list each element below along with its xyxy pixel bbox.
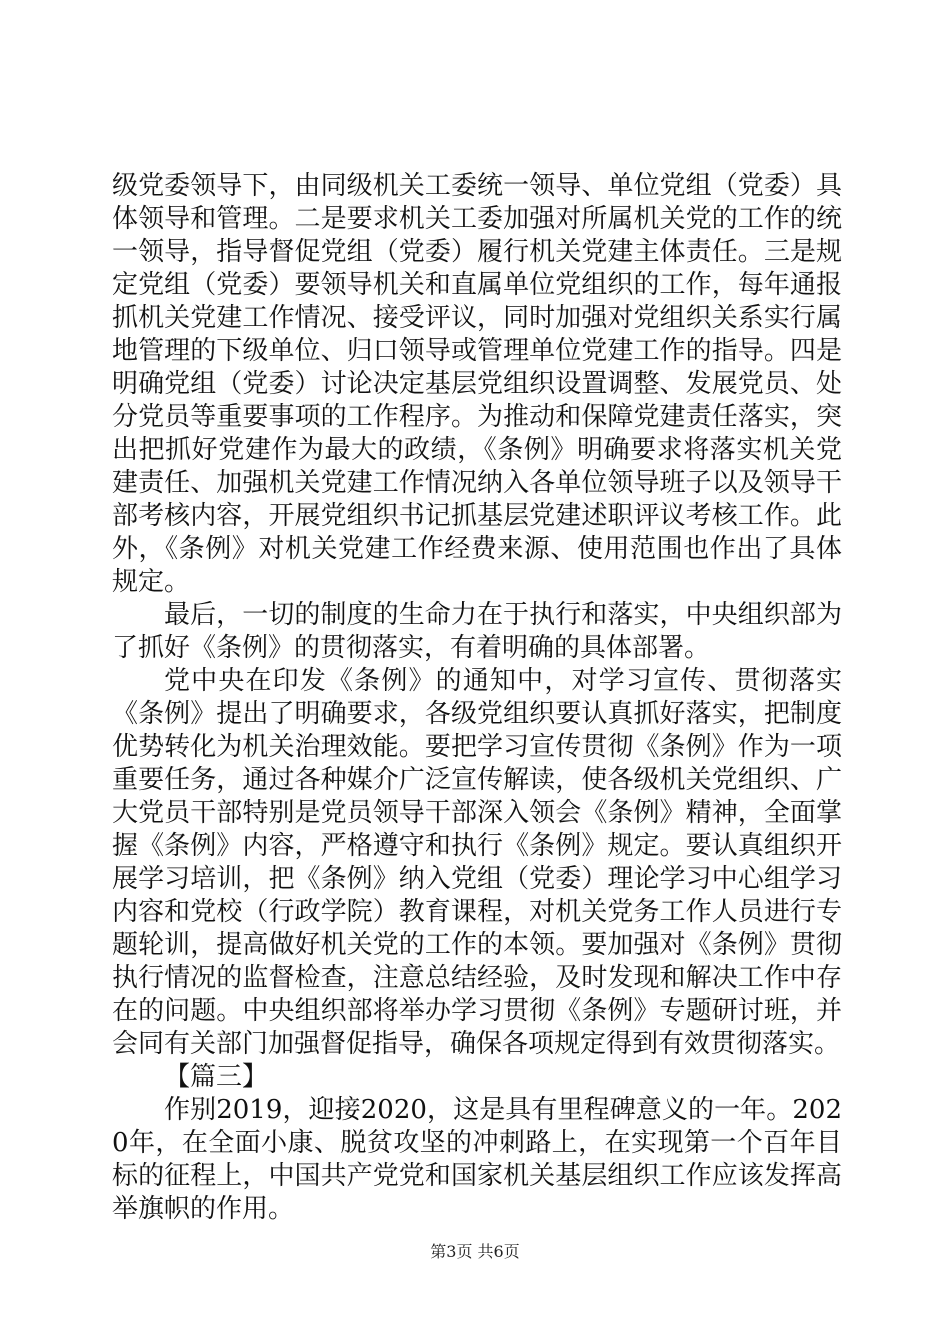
paragraph-section-three: 作别2019，迎接2020，这是具有里程碑意义的一年。2020年，在全面小康、脱贫攻坚的冲刺路上，在实现第一个百年目标的征程上，中国共产党党和国家机关基层组织工作应该发挥高举旗帜的作用。 (112, 1095, 842, 1224)
page-number-footer: 第3页 共6页 (430, 1242, 520, 1261)
section-heading: 【篇三】 (164, 1062, 269, 1092)
paragraph-continuation: 级党委领导下，由同级机关工委统一领导、单位党组（党委）具体领导和管理。二是要求机关工委加强对所属机关党的工作的统一领导，指导督促党组（党委）履行机关党建主体责任。三是规定党组（党委）要领导机关和直属单位党组织的工作，每年通报抓机关党建工作情况、接受评议，同时加强对党组织关系实行属地管理的下级单位、归口领导或管理单位党建工作的指导。四是明确党组（党委）讨论决定基层党组织设置调整、发展党员、处分党员等重要事项的工作程序。为推动和保障党建责任落实，突出把抓好党建作为最大的政绩，《条例》明确要求将落实机关党建责任、加强机关党建工作情况纳入各单位领导班子以及领导干部考核内容，开展党组织书记抓基层党建述职评议考核工作。此外，《条例》对机关党建工作经费来源、使用范围也作出了具体规定。 (112, 171, 842, 597)
paragraph-implementation: 最后，一切的制度的生命力在于执行和落实，中央组织部为了抓好《条例》的贯彻落实，有着明确的具体部署。 (112, 600, 842, 663)
paragraph-requirements: 党中央在印发《条例》的通知中，对学习宣传、贯彻落实《条例》提出了明确要求，各级党组织要认真抓好落实，把制度优势转化为机关治理效能。要把学习宣传贯彻《条例》作为一项重要任务，通过各种媒介广泛宣传解读，使各级机关党组织、广大党员干部特别是党员领导干部深入领会《条例》精神，全面掌握《条例》内容，严格遵守和执行《条例》规定。要认真组织开展学习培训，把《条例》纳入党组（党委）理论学习中心组学习内容和党校（行政学院）教育课程，对机关党务工作人员进行专题轮训，提高做好机关党的工作的本领。要加强对《条例》贯彻执行情况的监督检查，注意总结经验，及时发现和解决工作中存在的问题。中央组织部将举办学习贯彻《条例》专题研讨班，并会同有关部门加强督促指导，确保各项规定得到有效贯彻落实。 (112, 666, 842, 1059)
document-body (112, 170, 842, 1226)
